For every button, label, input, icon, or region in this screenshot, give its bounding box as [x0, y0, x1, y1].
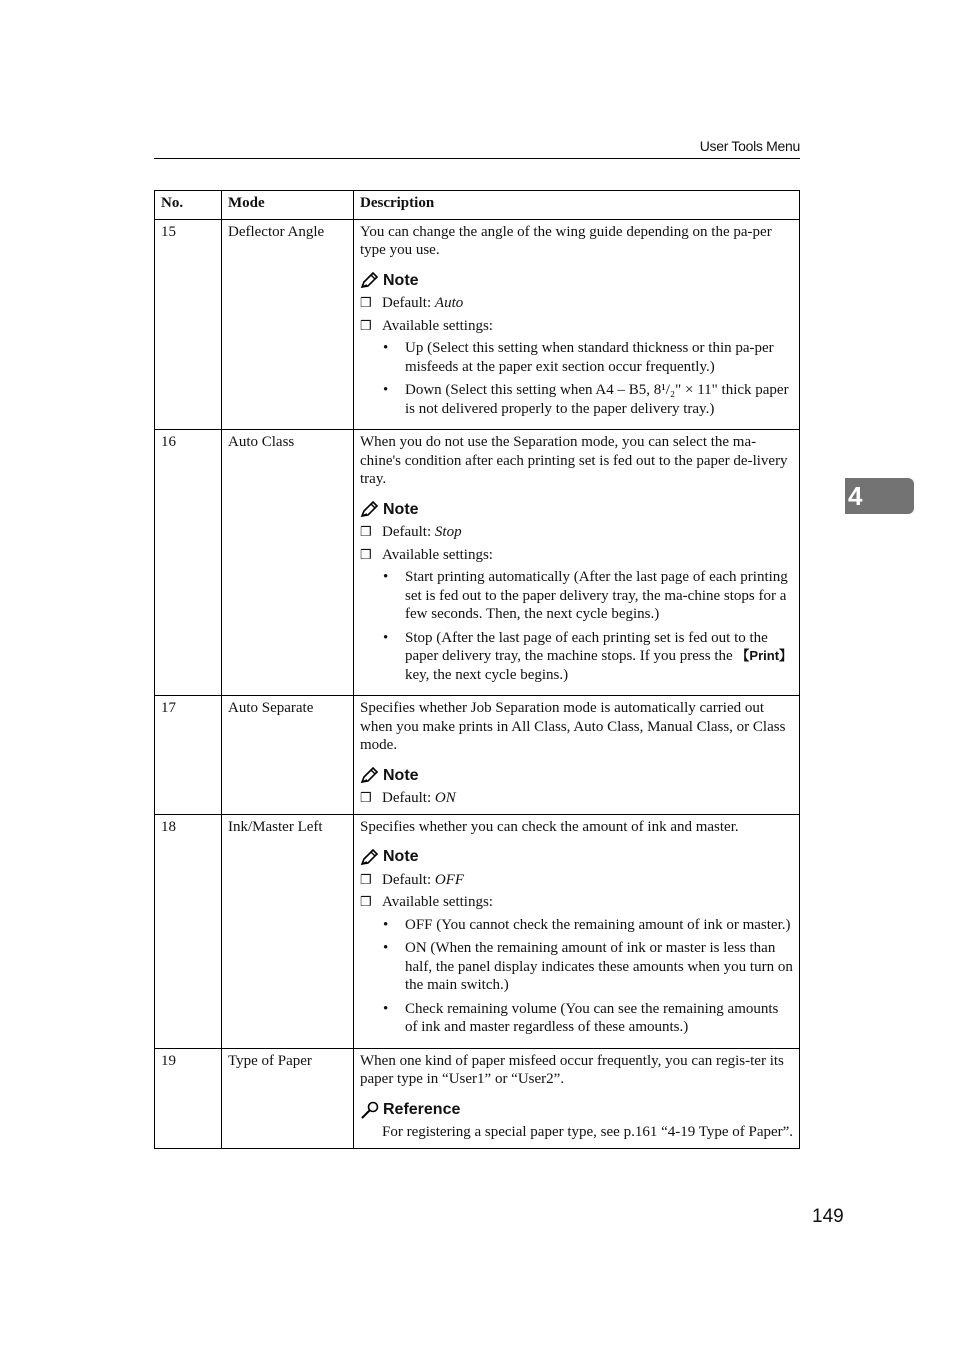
default-item — [360, 871, 794, 890]
list-item: • Check remaining volume (You can see the remaining amounts of ink and master regardless of these amounts.) — [383, 1000, 779, 1035]
settings-list — [360, 568, 794, 684]
list-item: • Up (Select this setting when standard thickness or thin pa-per misfeeds at the paper exit section occur frequently.) — [383, 340, 774, 375]
print-key-label: 【Print】 — [736, 648, 793, 663]
table-row — [155, 1048, 800, 1148]
default-label: Default: — [382, 871, 435, 888]
table-header-row — [155, 191, 800, 220]
note-heading — [360, 767, 794, 786]
magnifier-icon — [360, 1101, 380, 1119]
row-no: 17 — [155, 696, 222, 815]
header-description: Description — [354, 191, 800, 220]
checkbox-icon: ❒ — [360, 546, 372, 562]
description-intro: You can change the angle of the wing guide depending on the pa-per type you use. — [360, 223, 772, 258]
row-mode: Type of Paper — [222, 1048, 354, 1148]
default-item — [360, 523, 794, 542]
list-item: • ON (When the remaining amount of ink or master is less than half, the panel display indicates these amounts when you turn on the main switch.) — [383, 940, 793, 993]
default-value: Stop — [434, 524, 462, 540]
bullet-icon: • — [383, 940, 389, 956]
list-item: • OFF (You cannot check the remaining amount of ink or master.) — [383, 916, 791, 933]
note-label: Note — [383, 848, 419, 865]
available-label: Available settings: — [382, 894, 493, 910]
available-item — [360, 546, 794, 565]
checkbox-icon: ❒ — [360, 894, 372, 909]
header-rule — [154, 158, 800, 159]
available-label: Available settings: — [382, 317, 493, 334]
row-mode: Auto Class — [222, 430, 354, 696]
settings-list — [360, 339, 794, 418]
default-label: Default: — [382, 524, 435, 540]
pencil-icon — [360, 767, 380, 784]
reference-heading — [360, 1101, 794, 1120]
bullet-icon: • — [383, 629, 389, 646]
default-item — [360, 294, 794, 313]
note-heading — [360, 272, 794, 291]
default-item — [360, 789, 794, 808]
user-tools-table — [154, 190, 800, 1149]
note-label: Note — [383, 500, 419, 518]
page-number: 149 — [812, 1206, 844, 1227]
table-row — [155, 696, 800, 815]
table-row — [155, 219, 800, 430]
note-label: Note — [383, 766, 419, 784]
bullet-icon: • — [383, 916, 389, 933]
settings-list — [360, 916, 794, 1037]
bullet-icon: • — [383, 382, 389, 398]
available-item — [360, 893, 794, 912]
header-title: User Tools Menu — [699, 138, 800, 154]
header-no: No. — [155, 191, 222, 220]
default-value: Auto — [434, 295, 464, 311]
row-no: 18 — [155, 814, 222, 1048]
list-item: • Start printing automatically (After the last page of each printing set is fed out to the paper delivery tray, the ma-chine stops for a few seconds. Then, the next cycle begins.) — [383, 569, 788, 622]
checkbox-icon: ❒ — [360, 295, 372, 310]
pencil-icon — [360, 272, 380, 289]
default-value: ON — [434, 790, 456, 806]
list-item: • Down (Select this setting when A4 – B5, 8¹/₂" × 11" thick paper is not delivered properly to the paper delivery tray.) — [383, 382, 789, 417]
reference-label: Reference — [383, 1100, 461, 1118]
checkbox-icon: ❒ — [360, 790, 372, 805]
header-mode: Mode — [222, 191, 354, 220]
table-row — [155, 814, 800, 1048]
chapter-tab: 4 — [845, 478, 914, 514]
pencil-icon — [360, 849, 380, 866]
bullet-icon: • — [383, 1000, 389, 1017]
description-intro: Specifies whether you can check the amount of ink and master. — [360, 818, 739, 835]
row-mode: Ink/Master Left — [222, 814, 354, 1048]
default-label: Default: — [382, 295, 435, 311]
row-description — [354, 219, 800, 430]
available-label: Available settings: — [382, 546, 493, 563]
description-intro: When one kind of paper misfeed occur frequently, you can regis-ter its paper type in “User1” or “User2”. — [360, 1052, 784, 1087]
row-mode: Auto Separate — [222, 696, 354, 815]
list-item: • Stop (After the last page of each printing set is fed out to the paper delivery tray, the machine stops. If you press the 【Print】 key, the next cycle begins.) — [383, 629, 793, 683]
description-intro: Specifies whether Job Separation mode is automatically carried out when you make prints in All Class, Auto Class, Manual Class, or Class mode. — [360, 700, 786, 753]
available-item — [360, 317, 794, 336]
bullet-icon: • — [383, 340, 389, 356]
row-no: 16 — [155, 430, 222, 696]
row-no: 19 — [155, 1048, 222, 1148]
default-value: OFF — [434, 871, 465, 888]
pencil-icon — [360, 501, 380, 518]
row-description — [354, 1048, 800, 1148]
row-no: 15 — [155, 219, 222, 430]
row-mode: Deflector Angle — [222, 219, 354, 430]
row-description — [354, 430, 800, 696]
description-intro: When you do not use the Separation mode, you can select the ma-chine's condition after each printing set is fed out to the paper de-livery tray. — [360, 434, 788, 487]
note-heading — [360, 501, 794, 520]
checkbox-icon: ❒ — [360, 524, 372, 539]
checkbox-icon: ❒ — [360, 317, 372, 333]
row-description — [354, 696, 800, 815]
reference-text: For registering a special paper type, see p.161 “4-19 Type of Paper”. — [382, 1124, 794, 1140]
default-label: Default: — [382, 790, 435, 806]
checkbox-icon: ❒ — [360, 871, 372, 887]
note-heading — [360, 848, 794, 867]
note-label: Note — [383, 271, 419, 289]
table-row — [155, 430, 800, 696]
row-description — [354, 814, 800, 1048]
bullet-icon: • — [383, 569, 389, 585]
